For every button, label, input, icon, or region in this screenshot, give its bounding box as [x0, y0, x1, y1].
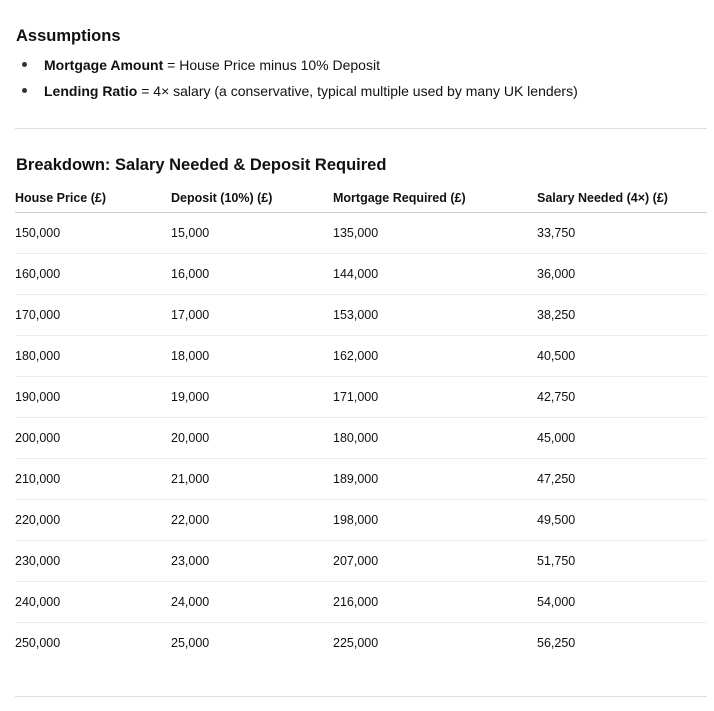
cell-salary: 36,000: [537, 254, 707, 295]
cell-house-price: 150,000: [15, 213, 171, 254]
bullet-icon: [22, 62, 27, 67]
cell-house-price: 230,000: [15, 541, 171, 582]
table-row: [15, 336, 707, 377]
cell-mortgage: 162,000: [333, 336, 537, 377]
cell-deposit: 25,000: [171, 636, 210, 650]
cell-deposit: 17,000: [171, 295, 333, 336]
table-row: [15, 459, 707, 500]
cell-house-price: 180,000: [15, 336, 171, 377]
cell-mortgage: 216,000: [333, 582, 537, 623]
cell-deposit: 19,000: [171, 377, 333, 418]
cell-house-price: 170,000: [15, 295, 171, 336]
cell-salary: 47,250: [537, 459, 707, 500]
cell-deposit: 18,000: [171, 336, 333, 377]
breakdown-heading: Breakdown: Salary Needed & Deposit Required: [16, 156, 387, 174]
table-body: [15, 213, 707, 664]
cell-house-price: 220,000: [15, 500, 171, 541]
cell-salary: 45,000: [537, 418, 707, 459]
cell-mortgage: 225,000: [333, 636, 379, 650]
column-header-deposit: Deposit (10%) (£): [171, 184, 333, 213]
table-header-row: [15, 184, 707, 213]
assumptions-heading: Assumptions: [16, 27, 121, 45]
assumptions-list: [16, 52, 578, 104]
breakdown-table: [15, 184, 707, 663]
cell-house-price: 160,000: [15, 254, 171, 295]
cell-deposit: 20,000: [171, 418, 333, 459]
cell-mortgage: 171,000: [333, 377, 537, 418]
cell-salary: 33,750: [537, 213, 707, 254]
assumption-text: = 4× salary (a conservative, typical multiple used by many UK lenders): [137, 83, 578, 99]
cell-deposit: 24,000: [171, 582, 333, 623]
table-row: [15, 418, 707, 459]
cell-salary: 38,250: [537, 295, 707, 336]
list-item: [16, 52, 578, 78]
cell-deposit: 21,000: [171, 459, 333, 500]
cell-mortgage: 198,000: [333, 500, 537, 541]
cell-house-price: 250,000: [15, 636, 61, 650]
cell-house-price: 210,000: [15, 459, 171, 500]
table-row: [15, 582, 707, 623]
cell-deposit: 22,000: [171, 500, 333, 541]
cell-house-price: 200,000: [15, 418, 171, 459]
assumption-text: = House Price minus 10% Deposit: [163, 57, 380, 73]
cell-mortgage: 144,000: [333, 254, 537, 295]
cell-salary: 51,750: [537, 541, 707, 582]
assumption-term: Lending Ratio: [44, 83, 138, 99]
divider: [15, 696, 707, 697]
column-header-house-price: House Price (£): [15, 184, 171, 213]
cell-salary: 54,000: [537, 582, 707, 623]
table-row: [15, 500, 707, 541]
cell-house-price: 240,000: [15, 582, 171, 623]
cell-deposit: 15,000: [171, 213, 333, 254]
cell-salary: 40,500: [537, 336, 707, 377]
table-row: [15, 254, 707, 295]
cell-salary: 56,250: [537, 636, 576, 650]
cell-salary: 49,500: [537, 500, 707, 541]
table-row: [15, 623, 707, 664]
cell-house-price: 190,000: [15, 377, 171, 418]
column-header-mortgage: Mortgage Required (£): [333, 184, 537, 213]
cell-mortgage: 180,000: [333, 418, 537, 459]
assumption-term: Mortgage Amount: [44, 57, 164, 73]
table-row: [15, 295, 707, 336]
cell-mortgage: 207,000: [333, 541, 537, 582]
list-item: [16, 78, 578, 104]
cell-mortgage: 153,000: [333, 295, 537, 336]
cell-salary: 42,750: [537, 377, 707, 418]
cell-deposit: 23,000: [171, 541, 333, 582]
cell-mortgage: 135,000: [333, 213, 537, 254]
divider: [15, 128, 707, 129]
bullet-icon: [22, 88, 27, 93]
table-row: [15, 213, 707, 254]
column-header-salary: Salary Needed (4×) (£): [537, 184, 707, 213]
table-row: [15, 377, 707, 418]
table-row: [15, 541, 707, 582]
cell-mortgage: 189,000: [333, 459, 537, 500]
cell-deposit: 16,000: [171, 254, 333, 295]
